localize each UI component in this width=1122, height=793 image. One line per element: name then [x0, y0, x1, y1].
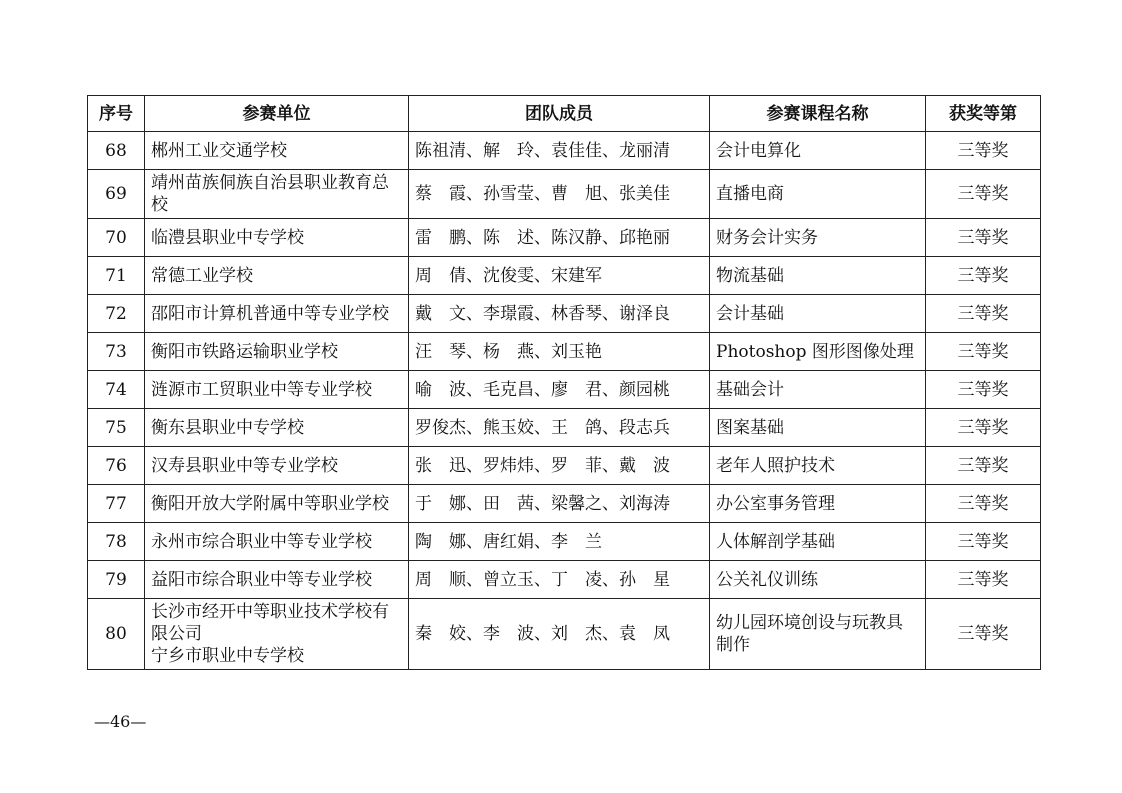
cell-seq: 79: [88, 561, 145, 599]
cell-members: 周 顺、曾立玉、丁 凌、孙 星: [409, 561, 710, 599]
cell-unit: [145, 409, 409, 447]
unit-name: 宁乡市职业中专学校: [151, 646, 304, 666]
cell-members: 汪 琴、杨 燕、刘玉艳: [409, 333, 710, 371]
header-award: 获奖等第: [926, 96, 1041, 132]
cell-unit: [145, 447, 409, 485]
cell-course: 基础会计: [710, 371, 926, 409]
cell-seq: 80: [88, 599, 145, 670]
cell-award: 三等奖: [926, 371, 1041, 409]
cell-seq: 69: [88, 170, 145, 219]
cell-course: 会计电算化: [710, 132, 926, 170]
header-row: [88, 96, 1041, 132]
table-row: [88, 219, 1041, 257]
cell-members: 喻 波、毛克昌、廖 君、颜园桃: [409, 371, 710, 409]
header-course: 参赛课程名称: [710, 96, 926, 132]
cell-award: 三等奖: [926, 132, 1041, 170]
cell-seq: 73: [88, 333, 145, 371]
cell-unit: [145, 599, 409, 670]
cell-course: 直播电商: [710, 170, 926, 219]
awards-table: [87, 95, 1041, 670]
unit-name: 郴州工业交通学校: [151, 140, 287, 161]
cell-award: 三等奖: [926, 561, 1041, 599]
cell-award: 三等奖: [926, 447, 1041, 485]
cell-members: 周 倩、沈俊雯、宋建军: [409, 257, 710, 295]
table-row: [88, 333, 1041, 371]
unit-name: 衡阳开放大学附属中等职业学校: [151, 493, 389, 514]
cell-unit: [145, 523, 409, 561]
unit-name: 常德工业学校: [151, 265, 253, 286]
header-unit: 参赛单位: [145, 96, 409, 132]
cell-course: 图案基础: [710, 409, 926, 447]
cell-course: 财务会计实务: [710, 219, 926, 257]
cell-course: 公关礼仪训练: [710, 561, 926, 599]
cell-seq: 75: [88, 409, 145, 447]
cell-members: 张 迅、罗炜炜、罗 菲、戴 波: [409, 447, 710, 485]
cell-seq: 78: [88, 523, 145, 561]
cell-award: 三等奖: [926, 599, 1041, 670]
cell-unit: [145, 170, 409, 219]
cell-unit: [145, 371, 409, 409]
cell-members: 蔡 霞、孙雪莹、曹 旭、张美佳: [409, 170, 710, 219]
cell-award: 三等奖: [926, 219, 1041, 257]
unit-name: 涟源市工贸职业中等专业学校: [151, 379, 372, 400]
cell-course: Photoshop 图形图像处理: [710, 333, 926, 371]
unit-name: 益阳市综合职业中等专业学校: [151, 569, 372, 590]
cell-award: 三等奖: [926, 295, 1041, 333]
cell-unit: [145, 132, 409, 170]
cell-course: 办公室事务管理: [710, 485, 926, 523]
unit-name: 靖州苗族侗族自治县职业教育总校: [151, 173, 389, 215]
cell-members: 戴 文、李璟霞、林香琴、谢泽良: [409, 295, 710, 333]
cell-seq: 74: [88, 371, 145, 409]
cell-seq: 77: [88, 485, 145, 523]
cell-seq: 70: [88, 219, 145, 257]
table-body: [88, 132, 1041, 670]
cell-unit: [145, 295, 409, 333]
table-row: [88, 599, 1041, 670]
cell-members: 陈祖清、解 玲、袁佳佳、龙丽清: [409, 132, 710, 170]
cell-seq: 71: [88, 257, 145, 295]
table-row: [88, 257, 1041, 295]
cell-members: 罗俊杰、熊玉姣、王 鸽、段志兵: [409, 409, 710, 447]
table-row: [88, 485, 1041, 523]
cell-unit: [145, 333, 409, 371]
table-row: [88, 371, 1041, 409]
unit-name: 衡东县职业中专学校: [151, 417, 304, 438]
table-row: [88, 295, 1041, 333]
table-row: [88, 132, 1041, 170]
cell-award: 三等奖: [926, 409, 1041, 447]
table-row: [88, 561, 1041, 599]
page-number: —46—: [94, 712, 147, 731]
unit-name: 临澧县职业中专学校: [151, 227, 304, 248]
table-row: [88, 447, 1041, 485]
cell-award: 三等奖: [926, 170, 1041, 219]
cell-members: 陶 娜、唐红娟、李 兰: [409, 523, 710, 561]
cell-unit: [145, 219, 409, 257]
cell-course: 老年人照护技术: [710, 447, 926, 485]
cell-award: 三等奖: [926, 333, 1041, 371]
unit-name: 永州市综合职业中等专业学校: [151, 531, 372, 552]
unit-name: 衡阳市铁路运输职业学校: [151, 341, 338, 362]
cell-award: 三等奖: [926, 485, 1041, 523]
cell-award: 三等奖: [926, 523, 1041, 561]
header-members: 团队成员: [409, 96, 710, 132]
cell-course: 会计基础: [710, 295, 926, 333]
cell-unit: [145, 561, 409, 599]
cell-members: 于 娜、田 茜、梁馨之、刘海涛: [409, 485, 710, 523]
table-row: [88, 409, 1041, 447]
cell-seq: 72: [88, 295, 145, 333]
cell-seq: 76: [88, 447, 145, 485]
cell-unit: [145, 485, 409, 523]
cell-members: 雷 鹏、陈 述、陈汉静、邱艳丽: [409, 219, 710, 257]
table-row: [88, 523, 1041, 561]
table-row: [88, 170, 1041, 219]
cell-members: 秦 姣、李 波、刘 杰、袁 凤: [409, 599, 710, 670]
unit-name: 汉寿县职业中等专业学校: [151, 455, 338, 476]
cell-course: 人体解剖学基础: [710, 523, 926, 561]
cell-course: 幼儿园环境创设与玩教具制作: [710, 599, 926, 670]
unit-name: 邵阳市计算机普通中等专业学校: [151, 303, 389, 324]
unit-name: 长沙市经开中等职业技术学校有限公司: [151, 602, 389, 644]
cell-unit: [145, 257, 409, 295]
cell-course: 物流基础: [710, 257, 926, 295]
header-seq: 序号: [88, 96, 145, 132]
cell-seq: 68: [88, 132, 145, 170]
cell-award: 三等奖: [926, 257, 1041, 295]
